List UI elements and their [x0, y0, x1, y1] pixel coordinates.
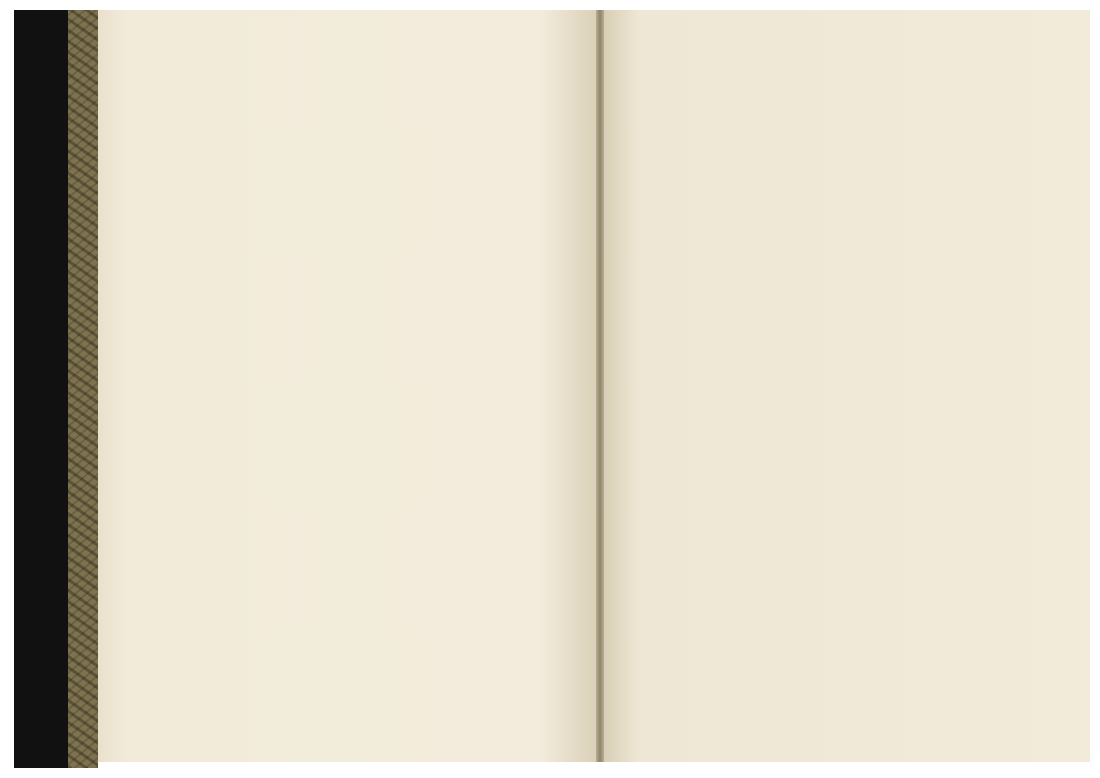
right-page-text [628, 68, 1040, 728]
paragraph [164, 266, 572, 286]
paragraph [164, 244, 572, 264]
paragraph [164, 222, 572, 242]
paragraph [628, 193, 1040, 213]
marbled-binding [68, 10, 98, 768]
section-heading [628, 142, 1040, 163]
paragraph [164, 90, 572, 110]
paragraph [164, 134, 572, 154]
scanner-dark-edge [14, 10, 70, 768]
left-page-text [164, 68, 572, 728]
paragraph [628, 252, 1040, 272]
paragraph [164, 156, 572, 176]
left-page [98, 10, 600, 762]
paragraph [164, 178, 572, 198]
paragraph [164, 68, 572, 88]
right-page [600, 10, 1090, 762]
paragraph [164, 112, 572, 132]
book-gutter [596, 10, 604, 762]
section-heading [628, 223, 1040, 244]
paragraph [628, 112, 1040, 132]
paragraph [628, 68, 1040, 88]
paragraph [164, 200, 572, 220]
paragraph [628, 90, 1040, 110]
paragraph [628, 171, 1040, 191]
